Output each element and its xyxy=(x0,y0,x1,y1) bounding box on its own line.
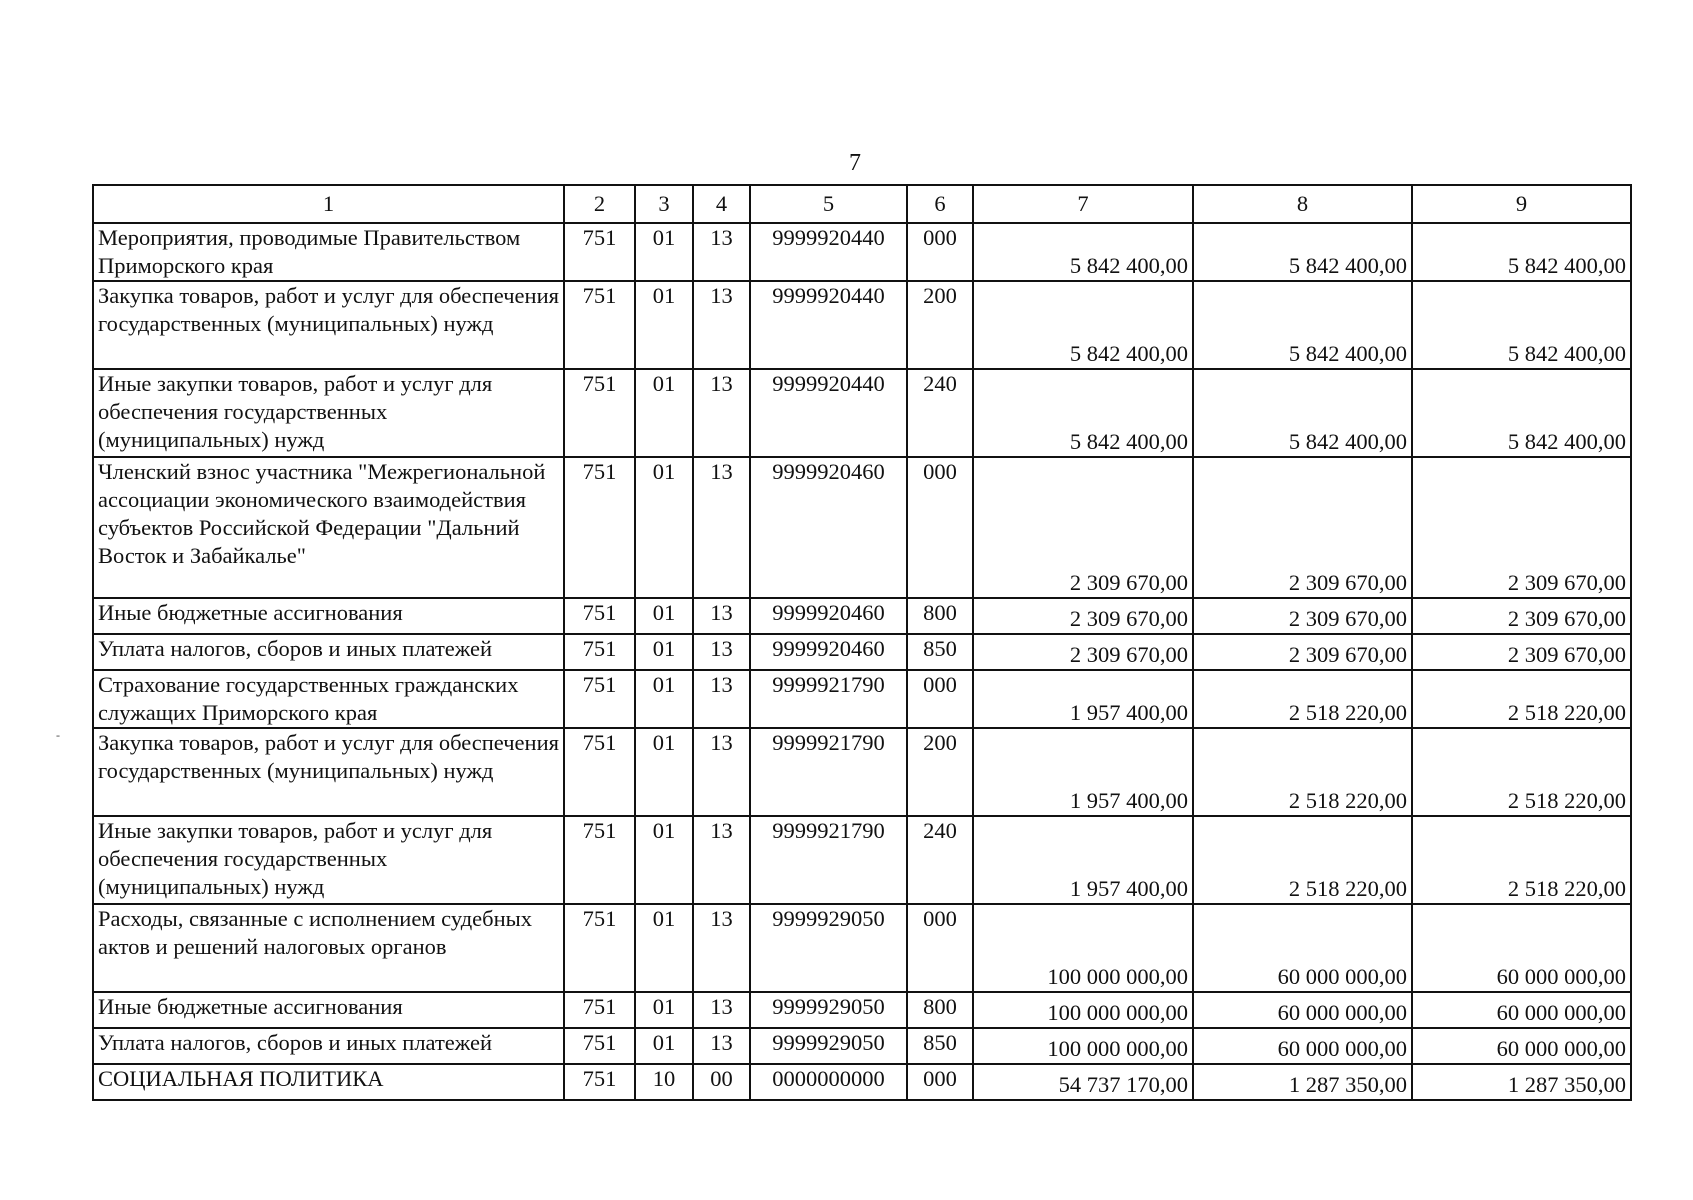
amount-col9: 2 518 220,00 xyxy=(1412,670,1631,728)
amount-col8: 5 842 400,00 xyxy=(1193,223,1412,281)
expense-name: Иные закупки товаров, работ и услуг для обеспечения государственных (муниципальных) нужд xyxy=(93,369,564,457)
expense-name: Уплата налогов, сборов и иных платежей xyxy=(93,1028,564,1064)
table-row xyxy=(93,670,1631,728)
expense-name: Страхование государственных гражданских служащих Приморского края xyxy=(93,670,564,728)
amount-col8: 1 287 350,00 xyxy=(1193,1064,1412,1100)
subsection-code: 13 xyxy=(693,670,750,728)
table-row xyxy=(93,281,1631,369)
amount-col9: 2 309 670,00 xyxy=(1412,598,1631,634)
section-code: 01 xyxy=(635,670,693,728)
expense-type-code: 800 xyxy=(907,598,973,634)
ministry-code: 751 xyxy=(564,670,635,728)
expense-type-code: 240 xyxy=(907,816,973,904)
amount-col7: 100 000 000,00 xyxy=(973,1028,1193,1064)
amount-col7: 1 957 400,00 xyxy=(973,816,1193,904)
column-header: 6 xyxy=(907,185,973,223)
amount-col9: 60 000 000,00 xyxy=(1412,1028,1631,1064)
amount-col9: 2 518 220,00 xyxy=(1412,728,1631,816)
amount-col9: 5 842 400,00 xyxy=(1412,369,1631,457)
amount-col7: 100 000 000,00 xyxy=(973,904,1193,992)
expense-name: Иные бюджетные ассигнования xyxy=(93,598,564,634)
ministry-code: 751 xyxy=(564,1028,635,1064)
amount-col7: 2 309 670,00 xyxy=(973,598,1193,634)
target-item-code: 9999921790 xyxy=(750,728,907,816)
expense-type-code: 240 xyxy=(907,369,973,457)
target-item-code: 9999920460 xyxy=(750,598,907,634)
subsection-code: 13 xyxy=(693,281,750,369)
amount-col8: 2 518 220,00 xyxy=(1193,670,1412,728)
table-row xyxy=(93,634,1631,670)
amount-col9: 1 287 350,00 xyxy=(1412,1064,1631,1100)
amount-col8: 2 518 220,00 xyxy=(1193,728,1412,816)
expense-type-code: 000 xyxy=(907,904,973,992)
subsection-code: 13 xyxy=(693,457,750,598)
ministry-code: 751 xyxy=(564,369,635,457)
expense-name: Иные закупки товаров, работ и услуг для обеспечения государственных (муниципальных) нужд xyxy=(93,816,564,904)
target-item-code: 9999929050 xyxy=(750,992,907,1028)
amount-col8: 60 000 000,00 xyxy=(1193,992,1412,1028)
ministry-code: 751 xyxy=(564,728,635,816)
column-header: 3 xyxy=(635,185,693,223)
section-code: 01 xyxy=(635,1028,693,1064)
amount-col8: 60 000 000,00 xyxy=(1193,1028,1412,1064)
column-header: 7 xyxy=(973,185,1193,223)
amount-col7: 5 842 400,00 xyxy=(973,369,1193,457)
ministry-code: 751 xyxy=(564,598,635,634)
subsection-code: 13 xyxy=(693,223,750,281)
amount-col9: 60 000 000,00 xyxy=(1412,904,1631,992)
subsection-code: 13 xyxy=(693,634,750,670)
section-code: 01 xyxy=(635,457,693,598)
target-item-code: 9999921790 xyxy=(750,816,907,904)
ministry-code: 751 xyxy=(564,992,635,1028)
section-code: 01 xyxy=(635,369,693,457)
target-item-code: 9999920440 xyxy=(750,369,907,457)
table-row xyxy=(93,992,1631,1028)
expense-type-code: 000 xyxy=(907,457,973,598)
table-row xyxy=(93,816,1631,904)
section-code: 01 xyxy=(635,598,693,634)
subsection-code: 13 xyxy=(693,369,750,457)
amount-col7: 1 957 400,00 xyxy=(973,728,1193,816)
section-code: 01 xyxy=(635,992,693,1028)
amount-col7: 100 000 000,00 xyxy=(973,992,1193,1028)
table-body xyxy=(93,223,1631,1100)
amount-col9: 60 000 000,00 xyxy=(1412,992,1631,1028)
expense-type-code: 000 xyxy=(907,1064,973,1100)
amount-col9: 2 309 670,00 xyxy=(1412,634,1631,670)
ministry-code: 751 xyxy=(564,904,635,992)
column-header: 1 xyxy=(93,185,564,223)
section-code: 01 xyxy=(635,281,693,369)
expense-name: СОЦИАЛЬНАЯ ПОЛИТИКА xyxy=(93,1064,564,1100)
amount-col8: 2 309 670,00 xyxy=(1193,598,1412,634)
amount-col7: 54 737 170,00 xyxy=(973,1064,1193,1100)
expense-type-code: 000 xyxy=(907,223,973,281)
amount-col9: 2 309 670,00 xyxy=(1412,457,1631,598)
expense-type-code: 850 xyxy=(907,634,973,670)
target-item-code: 9999920440 xyxy=(750,223,907,281)
amount-col8: 2 518 220,00 xyxy=(1193,816,1412,904)
subsection-code: 13 xyxy=(693,598,750,634)
expense-name: Уплата налогов, сборов и иных платежей xyxy=(93,634,564,670)
table-row xyxy=(93,1028,1631,1064)
column-header: 2 xyxy=(564,185,635,223)
section-code: 01 xyxy=(635,728,693,816)
subsection-code: 00 xyxy=(693,1064,750,1100)
table-row xyxy=(93,1064,1631,1100)
expense-name: Закупка товаров, работ и услуг для обеспечения государственных (муниципальных) нужд xyxy=(93,281,564,369)
amount-col7: 1 957 400,00 xyxy=(973,670,1193,728)
expense-name: Иные бюджетные ассигнования xyxy=(93,992,564,1028)
section-code: 01 xyxy=(635,904,693,992)
table-row xyxy=(93,223,1631,281)
target-item-code: 9999921790 xyxy=(750,670,907,728)
expense-name: Закупка товаров, работ и услуг для обеспечения государственных (муниципальных) нужд xyxy=(93,728,564,816)
expense-type-code: 000 xyxy=(907,670,973,728)
amount-col8: 2 309 670,00 xyxy=(1193,634,1412,670)
ministry-code: 751 xyxy=(564,223,635,281)
ministry-code: 751 xyxy=(564,1064,635,1100)
ministry-code: 751 xyxy=(564,634,635,670)
budget-table xyxy=(92,184,1632,1101)
subsection-code: 13 xyxy=(693,1028,750,1064)
amount-col8: 60 000 000,00 xyxy=(1193,904,1412,992)
amount-col8: 5 842 400,00 xyxy=(1193,369,1412,457)
ministry-code: 751 xyxy=(564,281,635,369)
table-row xyxy=(93,728,1631,816)
column-header: 4 xyxy=(693,185,750,223)
table-row xyxy=(93,457,1631,598)
expense-type-code: 800 xyxy=(907,992,973,1028)
target-item-code: 9999920460 xyxy=(750,457,907,598)
target-item-code: 0000000000 xyxy=(750,1064,907,1100)
target-item-code: 9999929050 xyxy=(750,904,907,992)
amount-col7: 2 309 670,00 xyxy=(973,457,1193,598)
expense-name: Членский взнос участника "Межрегиональной ассоциации экономического взаимодействия субъектов Российской Федерации "Дальний Восток и Забайкалье" xyxy=(93,457,564,598)
section-code: 10 xyxy=(635,1064,693,1100)
amount-col9: 5 842 400,00 xyxy=(1412,223,1631,281)
column-number-row xyxy=(93,185,1631,223)
page-number: 7 xyxy=(849,150,861,176)
amount-col7: 5 842 400,00 xyxy=(973,281,1193,369)
amount-col9: 5 842 400,00 xyxy=(1412,281,1631,369)
ministry-code: 751 xyxy=(564,457,635,598)
target-item-code: 9999920460 xyxy=(750,634,907,670)
table-row xyxy=(93,369,1631,457)
expense-type-code: 200 xyxy=(907,728,973,816)
subsection-code: 13 xyxy=(693,992,750,1028)
amount-col8: 2 309 670,00 xyxy=(1193,457,1412,598)
section-code: 01 xyxy=(635,816,693,904)
amount-col7: 2 309 670,00 xyxy=(973,634,1193,670)
target-item-code: 9999929050 xyxy=(750,1028,907,1064)
column-header: 8 xyxy=(1193,185,1412,223)
margin-mark: - xyxy=(56,728,60,742)
table-row xyxy=(93,904,1631,992)
amount-col7: 5 842 400,00 xyxy=(973,223,1193,281)
amount-col9: 2 518 220,00 xyxy=(1412,816,1631,904)
target-item-code: 9999920440 xyxy=(750,281,907,369)
subsection-code: 13 xyxy=(693,904,750,992)
table-row xyxy=(93,598,1631,634)
expense-type-code: 850 xyxy=(907,1028,973,1064)
column-header: 9 xyxy=(1412,185,1631,223)
expense-name: Расходы, связанные с исполнением судебных актов и решений налоговых органов xyxy=(93,904,564,992)
amount-col8: 5 842 400,00 xyxy=(1193,281,1412,369)
subsection-code: 13 xyxy=(693,816,750,904)
column-header: 5 xyxy=(750,185,907,223)
expense-name: Мероприятия, проводимые Правительством Приморского края xyxy=(93,223,564,281)
subsection-code: 13 xyxy=(693,728,750,816)
section-code: 01 xyxy=(635,223,693,281)
ministry-code: 751 xyxy=(564,816,635,904)
section-code: 01 xyxy=(635,634,693,670)
expense-type-code: 200 xyxy=(907,281,973,369)
